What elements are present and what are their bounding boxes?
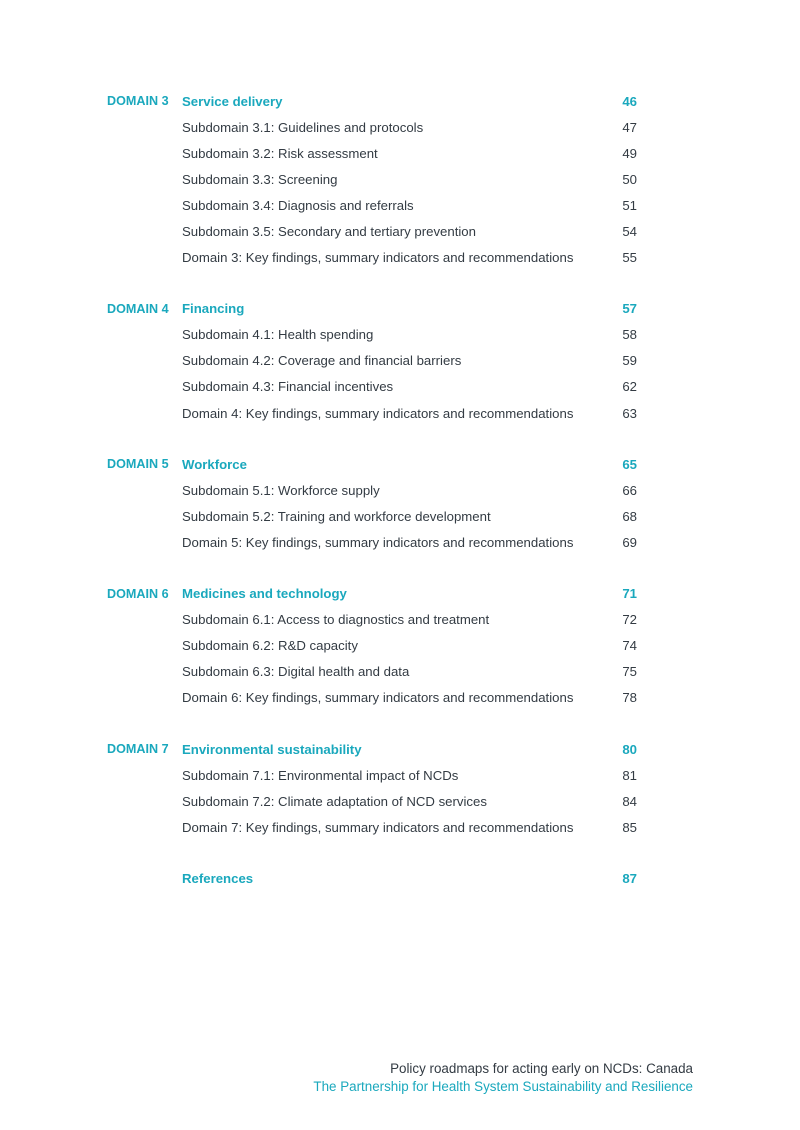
toc-entry[interactable]	[107, 503, 637, 529]
page-number: 62	[622, 379, 637, 395]
page-number: 81	[622, 767, 637, 783]
table-of-contents	[107, 88, 637, 916]
page-footer	[313, 1060, 693, 1096]
toc-domain-section	[107, 88, 637, 271]
page-number: 57	[622, 301, 637, 317]
entry-title: Subdomain 3.5: Secondary and tertiary prevention	[182, 224, 476, 240]
entry-title: Domain 6: Key findings, summary indicators and recommendations	[182, 690, 574, 706]
toc-domain-section	[107, 581, 637, 711]
entry-title: Subdomain 7.2: Climate adaptation of NCD services	[182, 793, 487, 809]
entry-title: Subdomain 5.2: Training and workforce development	[182, 508, 491, 524]
entry-title: Subdomain 6.3: Digital health and data	[182, 664, 410, 680]
toc-entry[interactable]	[107, 192, 637, 218]
page-number: 68	[622, 508, 637, 524]
page-number: 46	[622, 93, 637, 109]
toc-entry[interactable]	[107, 140, 637, 166]
entry-title: Subdomain 3.1: Guidelines and protocols	[182, 119, 424, 135]
toc-entry[interactable]	[107, 218, 637, 244]
page-number: 87	[622, 870, 637, 886]
domain-number: DOMAIN 3	[107, 94, 169, 109]
toc-entry[interactable]	[107, 348, 637, 374]
page-number: 63	[622, 405, 637, 421]
entry-title: Subdomain 4.3: Financial incentives	[182, 379, 394, 395]
toc-domain-section	[107, 296, 637, 426]
toc-domain-heading[interactable]	[107, 88, 637, 114]
domain-title: Service delivery	[182, 93, 283, 109]
toc-entry[interactable]	[107, 788, 637, 814]
page-number: 78	[622, 690, 637, 706]
toc-entry[interactable]	[107, 374, 637, 400]
toc-entry[interactable]	[107, 529, 637, 555]
entry-title: Subdomain 4.1: Health spending	[182, 327, 374, 343]
page-number: 84	[622, 793, 637, 809]
page-number: 51	[622, 197, 637, 213]
entry-title: Subdomain 5.1: Workforce supply	[182, 482, 380, 498]
toc-entry[interactable]	[107, 400, 637, 426]
domain-number: DOMAIN 5	[107, 457, 169, 472]
entry-title: Subdomain 7.1: Environmental impact of NCDs	[182, 767, 459, 783]
page-number: 59	[622, 353, 637, 369]
entry-title: Domain 4: Key findings, summary indicators and recommendations	[182, 405, 574, 421]
toc-entry[interactable]	[107, 685, 637, 711]
domain-number: DOMAIN 4	[107, 301, 169, 316]
domain-number: DOMAIN 6	[107, 586, 169, 601]
toc-entry[interactable]	[107, 245, 637, 271]
toc-entry[interactable]	[107, 114, 637, 140]
entry-title: Subdomain 6.2: R&D capacity	[182, 638, 358, 654]
entry-title: Domain 3: Key findings, summary indicators and recommendations	[182, 250, 574, 266]
entry-title: Subdomain 3.2: Risk assessment	[182, 145, 378, 161]
footer-report-title: Policy roadmaps for acting early on NCDs: Canada	[390, 1061, 693, 1076]
entry-title: Domain 5: Key findings, summary indicators and recommendations	[182, 534, 574, 550]
toc-entry[interactable]	[107, 166, 637, 192]
entry-title: Domain 7: Key findings, summary indicators and recommendations	[182, 819, 574, 835]
domain-title: References	[182, 870, 254, 886]
toc-domain-heading[interactable]	[107, 581, 637, 607]
domain-number: DOMAIN 7	[107, 742, 169, 757]
page-number: 71	[622, 586, 637, 602]
page-number: 85	[622, 819, 637, 835]
page-number: 72	[622, 612, 637, 628]
toc-domain-section	[107, 451, 637, 555]
entry-title: Subdomain 3.3: Screening	[182, 171, 338, 187]
entry-title: Subdomain 3.4: Diagnosis and referrals	[182, 197, 414, 213]
page-number: 80	[622, 741, 637, 757]
toc-domain-heading[interactable]	[107, 451, 637, 477]
page-number: 65	[622, 456, 637, 472]
toc-entry[interactable]	[107, 633, 637, 659]
page-number: 58	[622, 327, 637, 343]
toc-entry[interactable]	[107, 814, 637, 840]
toc-entry[interactable]	[107, 607, 637, 633]
page-number: 74	[622, 638, 637, 654]
domain-title: Medicines and technology	[182, 586, 347, 602]
toc-domain-section	[107, 736, 637, 840]
page-number: 75	[622, 664, 637, 680]
domain-title: Financing	[182, 301, 245, 317]
footer-organization: The Partnership for Health System Sustainability and Resilience	[313, 1079, 693, 1094]
page-number: 49	[622, 145, 637, 161]
toc-domain-section	[107, 865, 637, 891]
toc-entry[interactable]	[107, 659, 637, 685]
page-number: 50	[622, 171, 637, 187]
page-number: 54	[622, 224, 637, 240]
page-number: 69	[622, 534, 637, 550]
entry-title: Subdomain 6.1: Access to diagnostics and treatment	[182, 612, 490, 628]
page-number: 55	[622, 250, 637, 266]
page-number: 66	[622, 482, 637, 498]
domain-title: Workforce	[182, 456, 247, 472]
toc-entry[interactable]	[107, 477, 637, 503]
page-number: 47	[622, 119, 637, 135]
domain-title: Environmental sustainability	[182, 741, 362, 757]
entry-title: Subdomain 4.2: Coverage and financial barriers	[182, 353, 462, 369]
toc-domain-heading[interactable]	[107, 736, 637, 762]
toc-entry[interactable]	[107, 322, 637, 348]
toc-entry[interactable]	[107, 762, 637, 788]
toc-domain-heading[interactable]	[107, 865, 637, 891]
toc-domain-heading[interactable]	[107, 296, 637, 322]
